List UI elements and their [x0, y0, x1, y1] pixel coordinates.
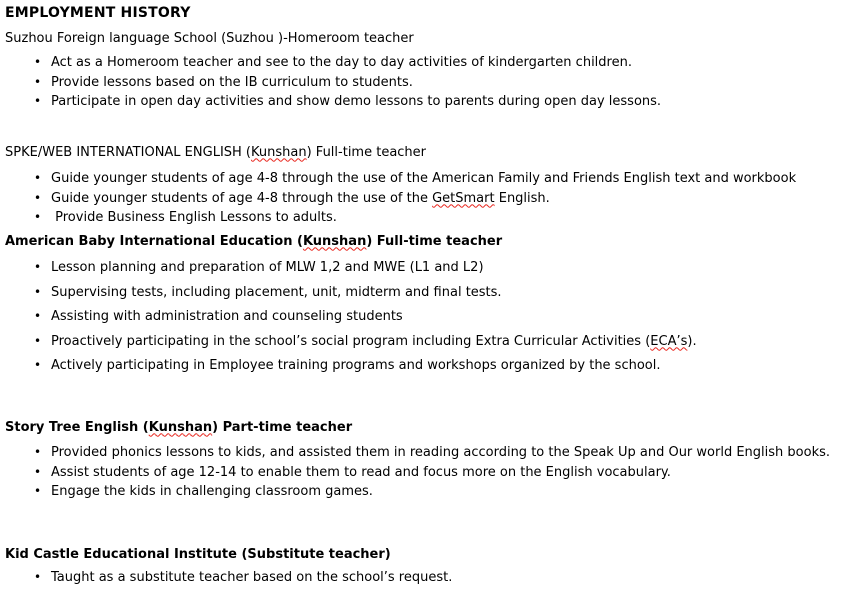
- bullet-item: [5, 208, 857, 228]
- bullet-icon: •: [34, 484, 42, 498]
- text-segment: Assist students of age 12-14 to enable them to read and focus more on the English vocabulary.: [51, 464, 671, 480]
- bullet-item: [5, 189, 857, 209]
- bullet-item: [5, 463, 857, 483]
- bullet-text: [51, 92, 857, 112]
- job-section-spke-web: [5, 143, 857, 228]
- text-segment: Lesson planning and preparation of MLW 1,2 and MWE (L1 and L2): [51, 260, 484, 275]
- bullet-text: [51, 53, 857, 73]
- bullet-text: [51, 283, 857, 303]
- bullet-item: [5, 53, 857, 73]
- bullet-text: [51, 463, 857, 483]
- bullet-text: [51, 258, 857, 278]
- bullet-icon: •: [34, 55, 42, 69]
- text-segment: Guide younger students of age 4-8 through the use of the American Family and Friends English text and workbook: [51, 171, 797, 186]
- bullet-icon: •: [34, 260, 42, 274]
- bullet-icon: •: [34, 190, 42, 205]
- bullet-icon: •: [34, 284, 42, 299]
- text-segment: Suzhou Foreign language School (Suzhou )-Homeroom teacher: [5, 30, 414, 46]
- text-segment: Provide lessons based on the IB curriculum to students.: [51, 74, 413, 90]
- bullet-icon: •: [34, 464, 42, 479]
- text-segment: Engage the kids in challenging classroom games.: [51, 484, 373, 499]
- employment-sections: [5, 29, 857, 588]
- bullet-text: [51, 189, 857, 209]
- bullet-item: [5, 283, 857, 303]
- bullet-list: [5, 258, 857, 376]
- bullet-list: [5, 443, 857, 502]
- bullet-list: [5, 169, 857, 228]
- job-section-american-baby: [5, 232, 857, 376]
- text-segment: ) Full-time teacher: [306, 144, 427, 160]
- bullet-text: [51, 208, 857, 228]
- bullet-item: [5, 356, 857, 376]
- document-title: EMPLOYMENT HISTORY: [5, 5, 191, 21]
- text-segment: Proactively participating in the school’s social program including Extra Curricular Activities (: [51, 333, 651, 349]
- job-heading: [5, 418, 857, 438]
- bullet-text: [51, 169, 857, 189]
- text-segment: Actively participating in Employee training programs and workshops organized by the school.: [51, 358, 661, 373]
- bullet-item: [5, 568, 857, 588]
- job-section-suzhou: [5, 29, 857, 112]
- bullet-item: [5, 258, 857, 278]
- bullet-icon: •: [34, 309, 42, 323]
- text-segment: Provide Business English Lessons to adults.: [51, 210, 337, 225]
- bullet-item: [5, 307, 857, 327]
- bullet-text: [51, 73, 857, 93]
- misspelled-word: ECA’s: [650, 333, 688, 349]
- bullet-text: [51, 332, 857, 352]
- misspelled-word: Kunshan: [302, 233, 367, 249]
- bullet-item: [5, 73, 857, 93]
- text-segment: Provided phonics lessons to kids, and assisted them in reading according to the Speak Up and Our world English books.: [51, 445, 830, 460]
- bullet-icon: •: [34, 74, 42, 89]
- bullet-text: [51, 356, 857, 376]
- job-section-kid-castle: [5, 545, 857, 588]
- bullet-text: [51, 307, 857, 327]
- misspelled-word: GetSmart: [432, 190, 495, 206]
- bullet-text: [51, 443, 857, 463]
- text-segment: SPKE/WEB INTERNATIONAL ENGLISH (: [5, 144, 252, 160]
- text-segment: Supervising tests, including placement, unit, midterm and final tests.: [51, 284, 502, 300]
- bullet-icon: •: [34, 358, 42, 372]
- bullet-icon: •: [34, 445, 42, 459]
- bullet-icon: •: [34, 210, 42, 224]
- text-segment: American Baby International Education (: [5, 233, 303, 249]
- bullet-item: [5, 169, 857, 189]
- job-heading: [5, 29, 857, 49]
- bullet-item: [5, 92, 857, 112]
- job-heading: [5, 143, 857, 163]
- text-segment: Act as a Homeroom teacher and see to the day to day activities of kindergarten children.: [51, 55, 632, 70]
- text-segment: ).: [687, 333, 697, 349]
- bullet-icon: •: [34, 333, 42, 348]
- text-segment: Kid Castle Educational Institute (Substitute teacher): [5, 546, 391, 562]
- bullet-text: [51, 568, 857, 588]
- misspelled-word: Kunshan: [251, 144, 307, 160]
- text-segment: Assisting with administration and counseling students: [51, 309, 403, 324]
- bullet-icon: •: [34, 94, 42, 108]
- bullet-item: [5, 332, 857, 352]
- job-section-story-tree: [5, 418, 857, 502]
- bullet-list: [5, 53, 857, 112]
- text-segment: ) Full-time teacher: [366, 233, 503, 249]
- text-segment: Participate in open day activities and show demo lessons to parents during open day lessons.: [51, 94, 662, 109]
- text-segment: English.: [494, 190, 550, 206]
- bullet-item: [5, 482, 857, 502]
- job-heading: [5, 232, 857, 252]
- text-segment: Guide younger students of age 4-8 through the use of the: [51, 190, 433, 206]
- misspelled-word: Kunshan: [148, 419, 213, 435]
- job-heading: [5, 545, 857, 565]
- bullet-icon: •: [34, 570, 42, 584]
- bullet-list: [5, 568, 857, 588]
- bullet-text: [51, 482, 857, 502]
- text-segment: Taught as a substitute teacher based on the school’s request.: [51, 570, 453, 585]
- text-segment: ) Part-time teacher: [212, 419, 353, 435]
- bullet-item: [5, 443, 857, 463]
- text-segment: Story Tree English (: [5, 419, 149, 435]
- bullet-icon: •: [34, 171, 42, 185]
